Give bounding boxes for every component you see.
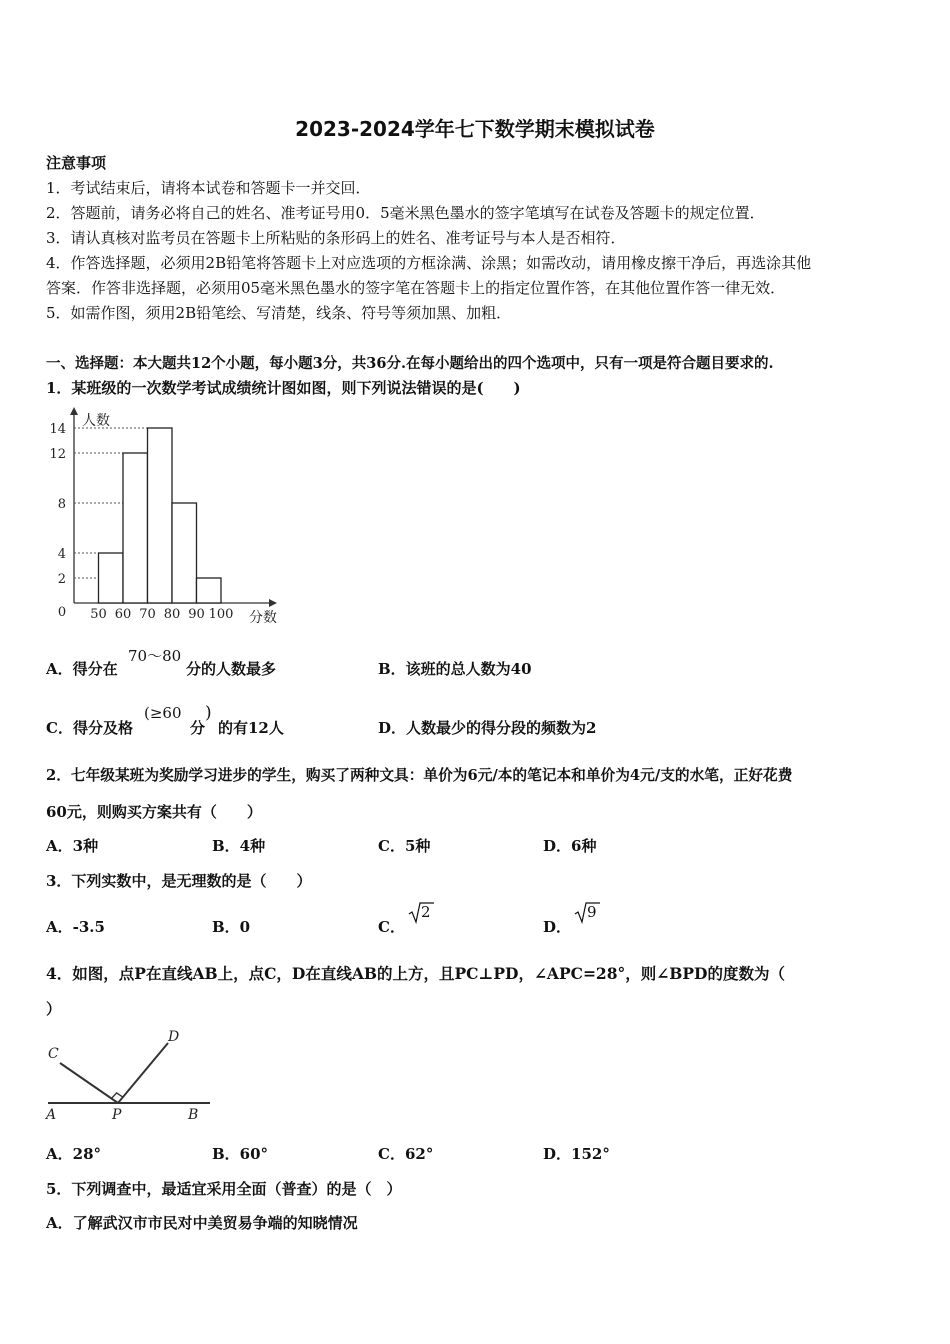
notice-item: 2．答题前，请务必将自己的姓名、准考证号用0．5毫米黑色墨水的签字笔填写在试卷及答题卡的规定位置．	[46, 204, 765, 222]
sqrt-2-radicand: 2	[421, 903, 431, 921]
question-4-stem-1: 4．如图，点P在直线AB上，点C，D在直线AB的上方，且PC⊥PD，∠APC=28°，则∠BPD的度数为（	[46, 964, 785, 983]
question-3-stem: 3．下列实数中，是无理数的是（ ）	[46, 872, 312, 890]
x-tick-label: 80	[163, 607, 181, 622]
histogram-chart	[40, 405, 300, 630]
notice-item: 5．如需作图，须用2B铅笔绘、写清楚，线条、符号等须加黑、加粗．	[46, 304, 512, 322]
q2-option-b: B．4种	[212, 837, 266, 855]
notice-item: 1．考试结束后，请将本试卷和答题卡一并交回．	[46, 179, 371, 197]
q1-option-c-math: (≥60	[144, 704, 182, 722]
q4-option-c: C．62°	[378, 1145, 434, 1163]
notice-item: 4．作答选择题，必须用2B铅笔将答题卡上对应选项的方框涂满、涂黑；如需改动，请用橡皮擦干净后，再选涂其他	[46, 254, 812, 272]
y-tick-label: 4	[57, 547, 66, 562]
q4-option-d: D．152°	[543, 1145, 610, 1163]
sqrt-9-radicand: 9	[587, 903, 597, 921]
question-2-stem-2: 60元，则购买方案共有（ ）	[46, 803, 262, 821]
label-a: A	[46, 1107, 57, 1123]
q4-option-a: A．28°	[46, 1145, 102, 1163]
q5-option-a: A．了解武汉市市民对中美贸易争端的知晓情况	[46, 1214, 358, 1232]
notice-heading: 注意事项	[46, 154, 107, 172]
y-tick-label: 12	[49, 447, 66, 462]
q1-option-a-post: 分的人数最多	[186, 660, 277, 678]
origin-label: 0	[57, 605, 67, 620]
q3-option-c: C．	[378, 918, 405, 936]
q1-option-c-unit: 分	[190, 719, 206, 737]
question-2-stem-1: 2．七年级某班为奖励学习进步的学生，购买了两种文具：单价为6元/本的笔记本和单价为4元/支的水笔，正好花费	[46, 767, 793, 784]
q3-option-d: D．	[543, 918, 572, 936]
q1-option-c-pre: C．得分及格	[46, 719, 133, 737]
q2-option-d: D．6种	[543, 837, 597, 855]
histogram-bar	[99, 553, 124, 603]
section-heading: 一、选择题：本大题共12个小题，每小题3分，共36分.在每小题给出的四个选项中，只有一项是符合题目要求的.	[46, 355, 774, 372]
q2-option-a: A．3种	[46, 837, 99, 855]
histogram-bar	[197, 578, 222, 603]
question-5-stem: 5．下列调查中，最适宜采用全面（普查）的是（ ）	[46, 1180, 402, 1198]
label-p: P	[112, 1107, 122, 1123]
histogram-bar	[148, 428, 173, 603]
notice-item: 3．请认真核对监考员在答题卡上所粘贴的条形码上的姓名、准考证号与本人是否相符．	[46, 229, 626, 247]
x-tick-label: 90	[188, 607, 205, 622]
x-tick-label: 50	[90, 607, 107, 622]
q3-option-a: A．-3.5	[46, 918, 105, 936]
q1-option-b: B．该班的总人数为40	[378, 660, 532, 678]
x-axis-label: 分数	[249, 610, 277, 626]
y-tick-label: 8	[57, 497, 66, 512]
q2-option-c: C．5种	[378, 837, 431, 855]
q1-option-d: D．人数最少的得分段的频数为2	[378, 719, 597, 737]
histogram-bar	[172, 503, 197, 603]
histogram-bar	[123, 453, 148, 603]
angle-diagram	[40, 1025, 220, 1125]
x-tick-label: 100	[208, 607, 234, 622]
label-d: D	[168, 1029, 180, 1045]
q1-option-a-math: 70～80	[128, 647, 182, 665]
x-axis-arrow-icon	[269, 599, 277, 607]
q1-option-c-post: 的有12人	[218, 719, 284, 737]
notice-item: 答案．作答非选择题，必须用05毫米黑色墨水的签字笔在答题卡上的指定位置作答，在其他位置作答一律无效．	[46, 279, 786, 297]
y-tick-label: 2	[57, 572, 66, 587]
page-title: 2023-2024学年七下数学期末模拟试卷	[295, 117, 655, 141]
y-axis-label: 人数	[82, 413, 110, 429]
y-axis-arrow-icon	[70, 407, 78, 415]
q1-option-c-paren: )	[205, 703, 212, 723]
x-tick-label: 70	[139, 607, 156, 622]
q1-option-a-pre: A．得分在	[46, 660, 118, 678]
ray-pc	[60, 1063, 118, 1103]
label-b: B	[188, 1107, 199, 1123]
question-4-stem-2: ）	[46, 1000, 62, 1018]
label-c: C	[48, 1046, 59, 1062]
x-tick-label: 60	[114, 607, 132, 622]
q4-option-b: B．60°	[212, 1145, 269, 1163]
question-1-stem: 1．某班级的一次数学考试成绩统计图如图，则下列说法错误的是( )	[46, 379, 521, 397]
ray-pd	[118, 1043, 168, 1103]
y-tick-label: 14	[49, 422, 66, 437]
q3-option-b: B．0	[212, 918, 251, 936]
